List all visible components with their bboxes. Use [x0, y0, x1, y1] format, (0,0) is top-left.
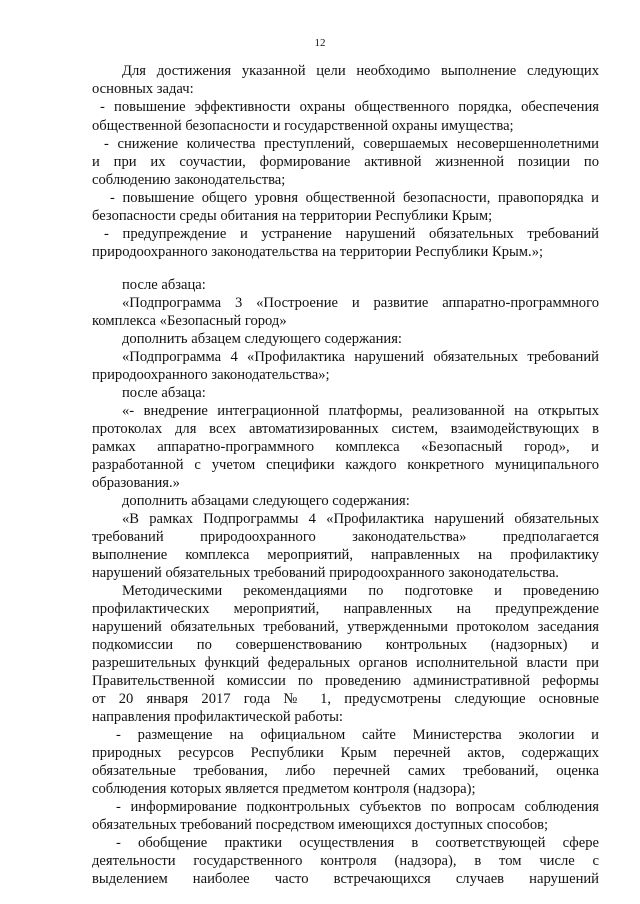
text-line: профилактических мероприятий, направленных на предупреждение	[92, 601, 599, 617]
text-line: «Подпрограмма 3 «Построение и развитие аппаратно-программного	[122, 295, 599, 311]
text-line: обязательные требования, либо перечней самих требований, оценка	[92, 763, 599, 779]
text-line: «- внедрение интеграционной платформы, реализованной на открытых	[122, 403, 599, 419]
text-line: Для достижения указанной цели необходимо выполнение следующих	[122, 63, 599, 79]
page-number: 12	[314, 37, 326, 49]
text-line: выполнение комплекса мероприятий, направленных на профилактику	[92, 547, 599, 563]
text-line: общественной безопасности и государственной охраны имущества;	[92, 118, 514, 134]
text-line: после абзаца:	[122, 277, 206, 293]
text-line: Методическими рекомендациями по подготовке и проведению	[122, 583, 599, 599]
text-line: от 20 января 2017 года № 1, предусмотрены следующие основные	[92, 691, 599, 707]
text-line: - снижение количества преступлений, совершаемых несовершеннолетними	[104, 136, 599, 152]
text-line: природных ресурсов Республики Крым перечней актов, содержащих	[92, 745, 599, 761]
text-line: дополнить абзацем следующего содержания:	[122, 331, 402, 347]
text-line: - предупреждение и устранение нарушений обязательных требований	[104, 226, 599, 242]
text-line: основных задач:	[92, 81, 194, 97]
text-line: направления профилактической работы:	[92, 709, 343, 725]
text-line: дополнить абзацами следующего содержания:	[122, 493, 410, 509]
text-line: подкомиссии по совершенствованию контрольных (надзорных) и	[92, 637, 599, 653]
text-line: Правительственной комиссии по проведению административной реформы	[92, 673, 599, 689]
text-line: после абзаца:	[122, 385, 206, 401]
text-line: разработанной с учетом специфики каждого конкретного муниципального	[92, 457, 599, 473]
text-line: деятельности государственного контроля (надзора), в том числе с	[92, 853, 599, 869]
text-line: - обобщение практики осуществления в соответствующей сфере	[116, 835, 599, 851]
text-line: комплекса «Безопасный город»	[92, 313, 287, 329]
text-line: и при их соучастии, формирование активной жизненной позиции по	[92, 154, 599, 170]
text-line: соблюдения которых является предметом контроля (надзора);	[92, 781, 476, 797]
text-line: - повышение общего уровня общественной безопасности, правопорядка и	[110, 190, 599, 206]
text-line: выделением наиболее часто встречающихся случаев нарушений	[92, 871, 599, 887]
text-line: «В рамках Подпрограммы 4 «Профилактика нарушений обязательных	[122, 511, 599, 527]
text-line: рамках аппаратно-программного комплекса «Безопасный город», и	[92, 439, 599, 455]
text-line: протоколах для всех автоматизированных систем, взаимодействующих в	[92, 421, 599, 437]
text-line: - размещение на официальном сайте Министерства экологии и	[116, 727, 599, 743]
text-line: природоохранного законодательства на территории Республики Крым.»;	[92, 244, 544, 260]
text-line: - информирование подконтрольных субъектов по вопросам соблюдения	[116, 799, 599, 815]
text-line: безопасности среды обитания на территории Республики Крым;	[92, 208, 493, 224]
text-line: природоохранного законодательства»;	[92, 367, 330, 383]
text-line: - повышение эффективности охраны общественного порядка, обеспечения	[100, 99, 599, 115]
text-line: требований природоохранного законодательства» предполагается	[92, 529, 599, 545]
text-line: образования.»	[92, 475, 180, 491]
text-line: соблюдению законодательства;	[92, 172, 286, 188]
text-line: нарушений обязательных требований, утвержденными протоколом заседания	[92, 619, 599, 635]
text-line: разрешительных функций федеральных органов исполнительной власти при	[92, 655, 599, 671]
text-line: обязательных требований посредством имеющихся доступных способов;	[92, 817, 549, 833]
text-line: нарушений обязательных требований природоохранного законодательства.	[92, 565, 559, 581]
text-line: «Подпрограмма 4 «Профилактика нарушений обязательных требований	[122, 349, 599, 365]
